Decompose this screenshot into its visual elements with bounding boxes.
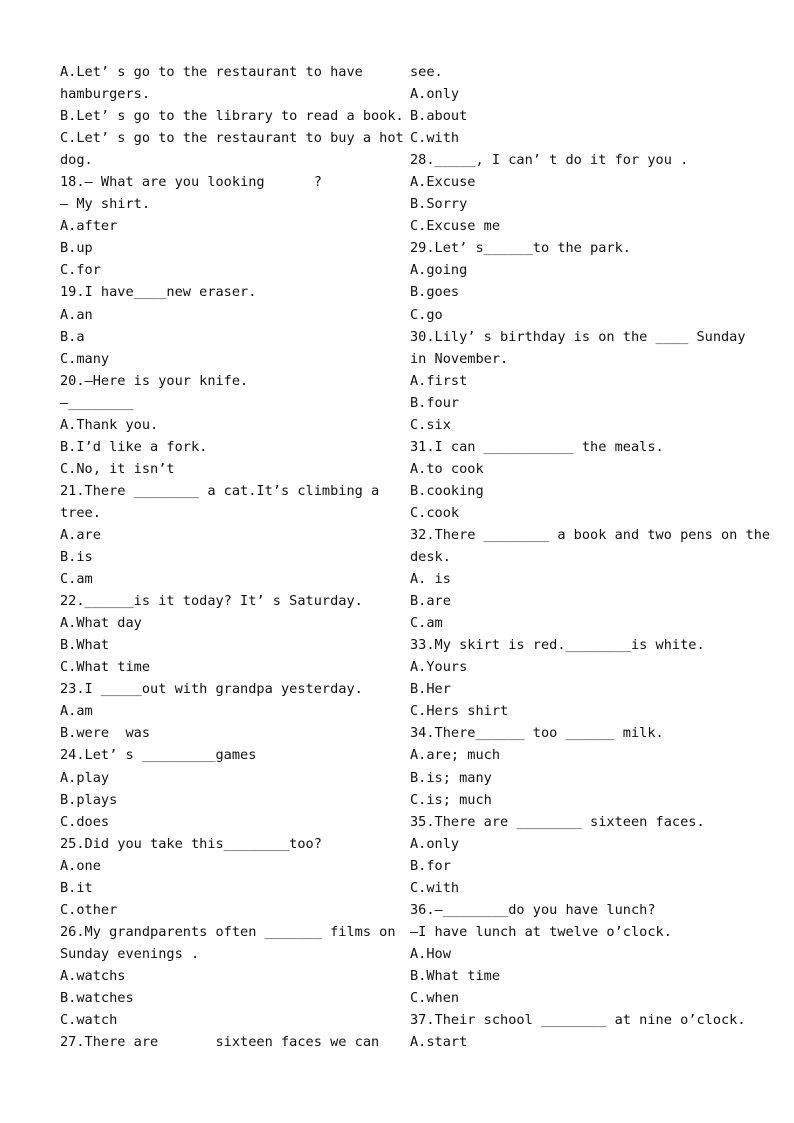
left-column-line: hamburgers. — [60, 86, 151, 103]
right-column-line: B.cooking — [410, 482, 484, 499]
right-column — [410, 61, 771, 1053]
right-column-line: B.goes — [410, 284, 460, 301]
right-column-line: 33.My skirt is red.________is white. — [410, 637, 705, 654]
left-column-line: A.one — [60, 857, 101, 874]
right-column-line: B.about — [410, 108, 468, 125]
right-column-line: C.Hers shirt — [410, 703, 509, 720]
right-column-line: C.is; much — [410, 791, 492, 808]
right-column-line: C.with — [410, 130, 460, 147]
right-column-line: A.start — [410, 1034, 468, 1051]
left-column-line: — My shirt. — [60, 196, 151, 213]
right-column-line: C.cook — [410, 504, 460, 521]
left-column-line: A.What day — [60, 615, 142, 632]
left-column-line: C.What time — [60, 659, 151, 676]
right-column-line: C.Excuse me — [410, 218, 501, 235]
right-column-line: desk. — [410, 549, 451, 566]
left-column-line: A.am — [60, 703, 93, 720]
right-column-line: 37.Their school ________ at nine o’clock. — [410, 1012, 746, 1029]
left-column-line: 25.Did you take this________too? — [60, 835, 322, 852]
right-column-line: 35.There are ________ sixteen faces. — [410, 813, 705, 830]
left-column-line: A.watchs — [60, 967, 126, 984]
left-column-line: B.a — [60, 328, 85, 345]
left-column-line: C.watch — [60, 1012, 118, 1029]
right-column-line: B.four — [410, 394, 460, 411]
left-column-line: B.up — [60, 240, 93, 257]
right-column-line: A.only — [410, 86, 460, 103]
left-column-line: A.play — [60, 769, 110, 786]
right-column-line: C.six — [410, 416, 451, 433]
right-column-line: B.What time — [410, 967, 501, 984]
right-column-line: 30.Lily’ s birthday is on the ____ Sunday — [410, 328, 746, 345]
left-column-line: B.Let’ s go to the library to read a book. — [60, 108, 404, 125]
right-column-line: A.How — [410, 945, 451, 962]
left-column-line: —________ — [60, 394, 134, 411]
left-column-line: C.am — [60, 571, 93, 588]
right-column-line: B.Sorry — [410, 196, 468, 213]
left-column-line: 20.—Here is your knife. — [60, 372, 249, 389]
right-column-line: A.Yours — [410, 659, 468, 676]
right-column-line: C.with — [410, 879, 460, 896]
right-column-line: A.are; much — [410, 747, 501, 764]
left-column-line: A.Thank you. — [60, 416, 159, 433]
right-column-line: A.Excuse — [410, 174, 476, 191]
right-column-line: C.go — [410, 306, 443, 323]
right-column-line: 32.There ________ a book and two pens on the — [410, 526, 771, 543]
left-column-line: A.an — [60, 306, 93, 323]
left-column-line: 22.______is it today? It’ s Saturday. — [60, 593, 363, 610]
right-column-line: B.for — [410, 857, 451, 874]
left-column-line: C.many — [60, 350, 110, 367]
right-column-line: 36.—________do you have lunch? — [410, 901, 656, 918]
left-column-line: dog. — [60, 152, 93, 169]
left-column-line: B.it — [60, 879, 93, 896]
left-column-line: B.I’d like a fork. — [60, 438, 208, 455]
left-column-line: C.No, it isn’t — [60, 460, 175, 477]
left-column-line: 23.I _____out with grandpa yesterday. — [60, 681, 363, 698]
left-column-line: B.were was — [60, 725, 151, 742]
left-column-line: C.does — [60, 813, 110, 830]
right-column-line: 34.There______ too ______ milk. — [410, 725, 664, 742]
right-column-line: —I have lunch at twelve o’clock. — [410, 923, 672, 940]
left-column-line: B.What — [60, 637, 110, 654]
right-column-line: in November. — [410, 350, 509, 367]
right-column-line: A.only — [410, 835, 460, 852]
left-column-line: B.plays — [60, 791, 118, 808]
left-column-line: 18.— What are you looking ? — [60, 174, 322, 191]
right-column-line: 31.I can ___________ the meals. — [410, 438, 664, 455]
left-column-line: 26.My grandparents often _______ films on — [60, 923, 396, 940]
right-column-line: C.am — [410, 615, 443, 632]
left-column-line: 24.Let’ s _________games — [60, 747, 257, 764]
right-column-line: C.when — [410, 989, 460, 1006]
right-column-line: 28._____, I can’ t do it for you . — [410, 152, 689, 169]
right-column-line: A.first — [410, 372, 468, 389]
left-column-line: B.watches — [60, 989, 134, 1006]
right-column-line: B.are — [410, 593, 451, 610]
right-column-line: see. — [410, 64, 443, 80]
left-column-line: A.after — [60, 218, 118, 235]
left-column-line: C.for — [60, 262, 101, 279]
left-column-line: 27.There are sixteen faces we can — [60, 1034, 380, 1051]
right-column-line: A.going — [410, 262, 468, 279]
right-column-line: A. is — [410, 571, 451, 588]
left-column-line: tree. — [60, 504, 101, 521]
right-column-line: B.Her — [410, 681, 451, 698]
right-column-line: A.to cook — [410, 460, 484, 477]
left-column-line: C.Let’ s go to the restaurant to buy a hot — [60, 130, 404, 147]
left-column-line: A.are — [60, 526, 101, 543]
left-column-line: 19.I have____new eraser. — [60, 284, 257, 301]
left-column-line: B.is — [60, 549, 93, 566]
right-column-line: 29.Let’ s______to the park. — [410, 240, 631, 257]
right-column-line: B.is; many — [410, 769, 492, 786]
left-column-line: Sunday evenings . — [60, 945, 200, 962]
left-column — [60, 61, 404, 1053]
left-column-line: A.Let’ s go to the restaurant to have — [60, 64, 363, 80]
left-column-line: C.other — [60, 901, 118, 918]
left-column-line: 21.There ________ a cat.It’s climbing a — [60, 482, 380, 499]
